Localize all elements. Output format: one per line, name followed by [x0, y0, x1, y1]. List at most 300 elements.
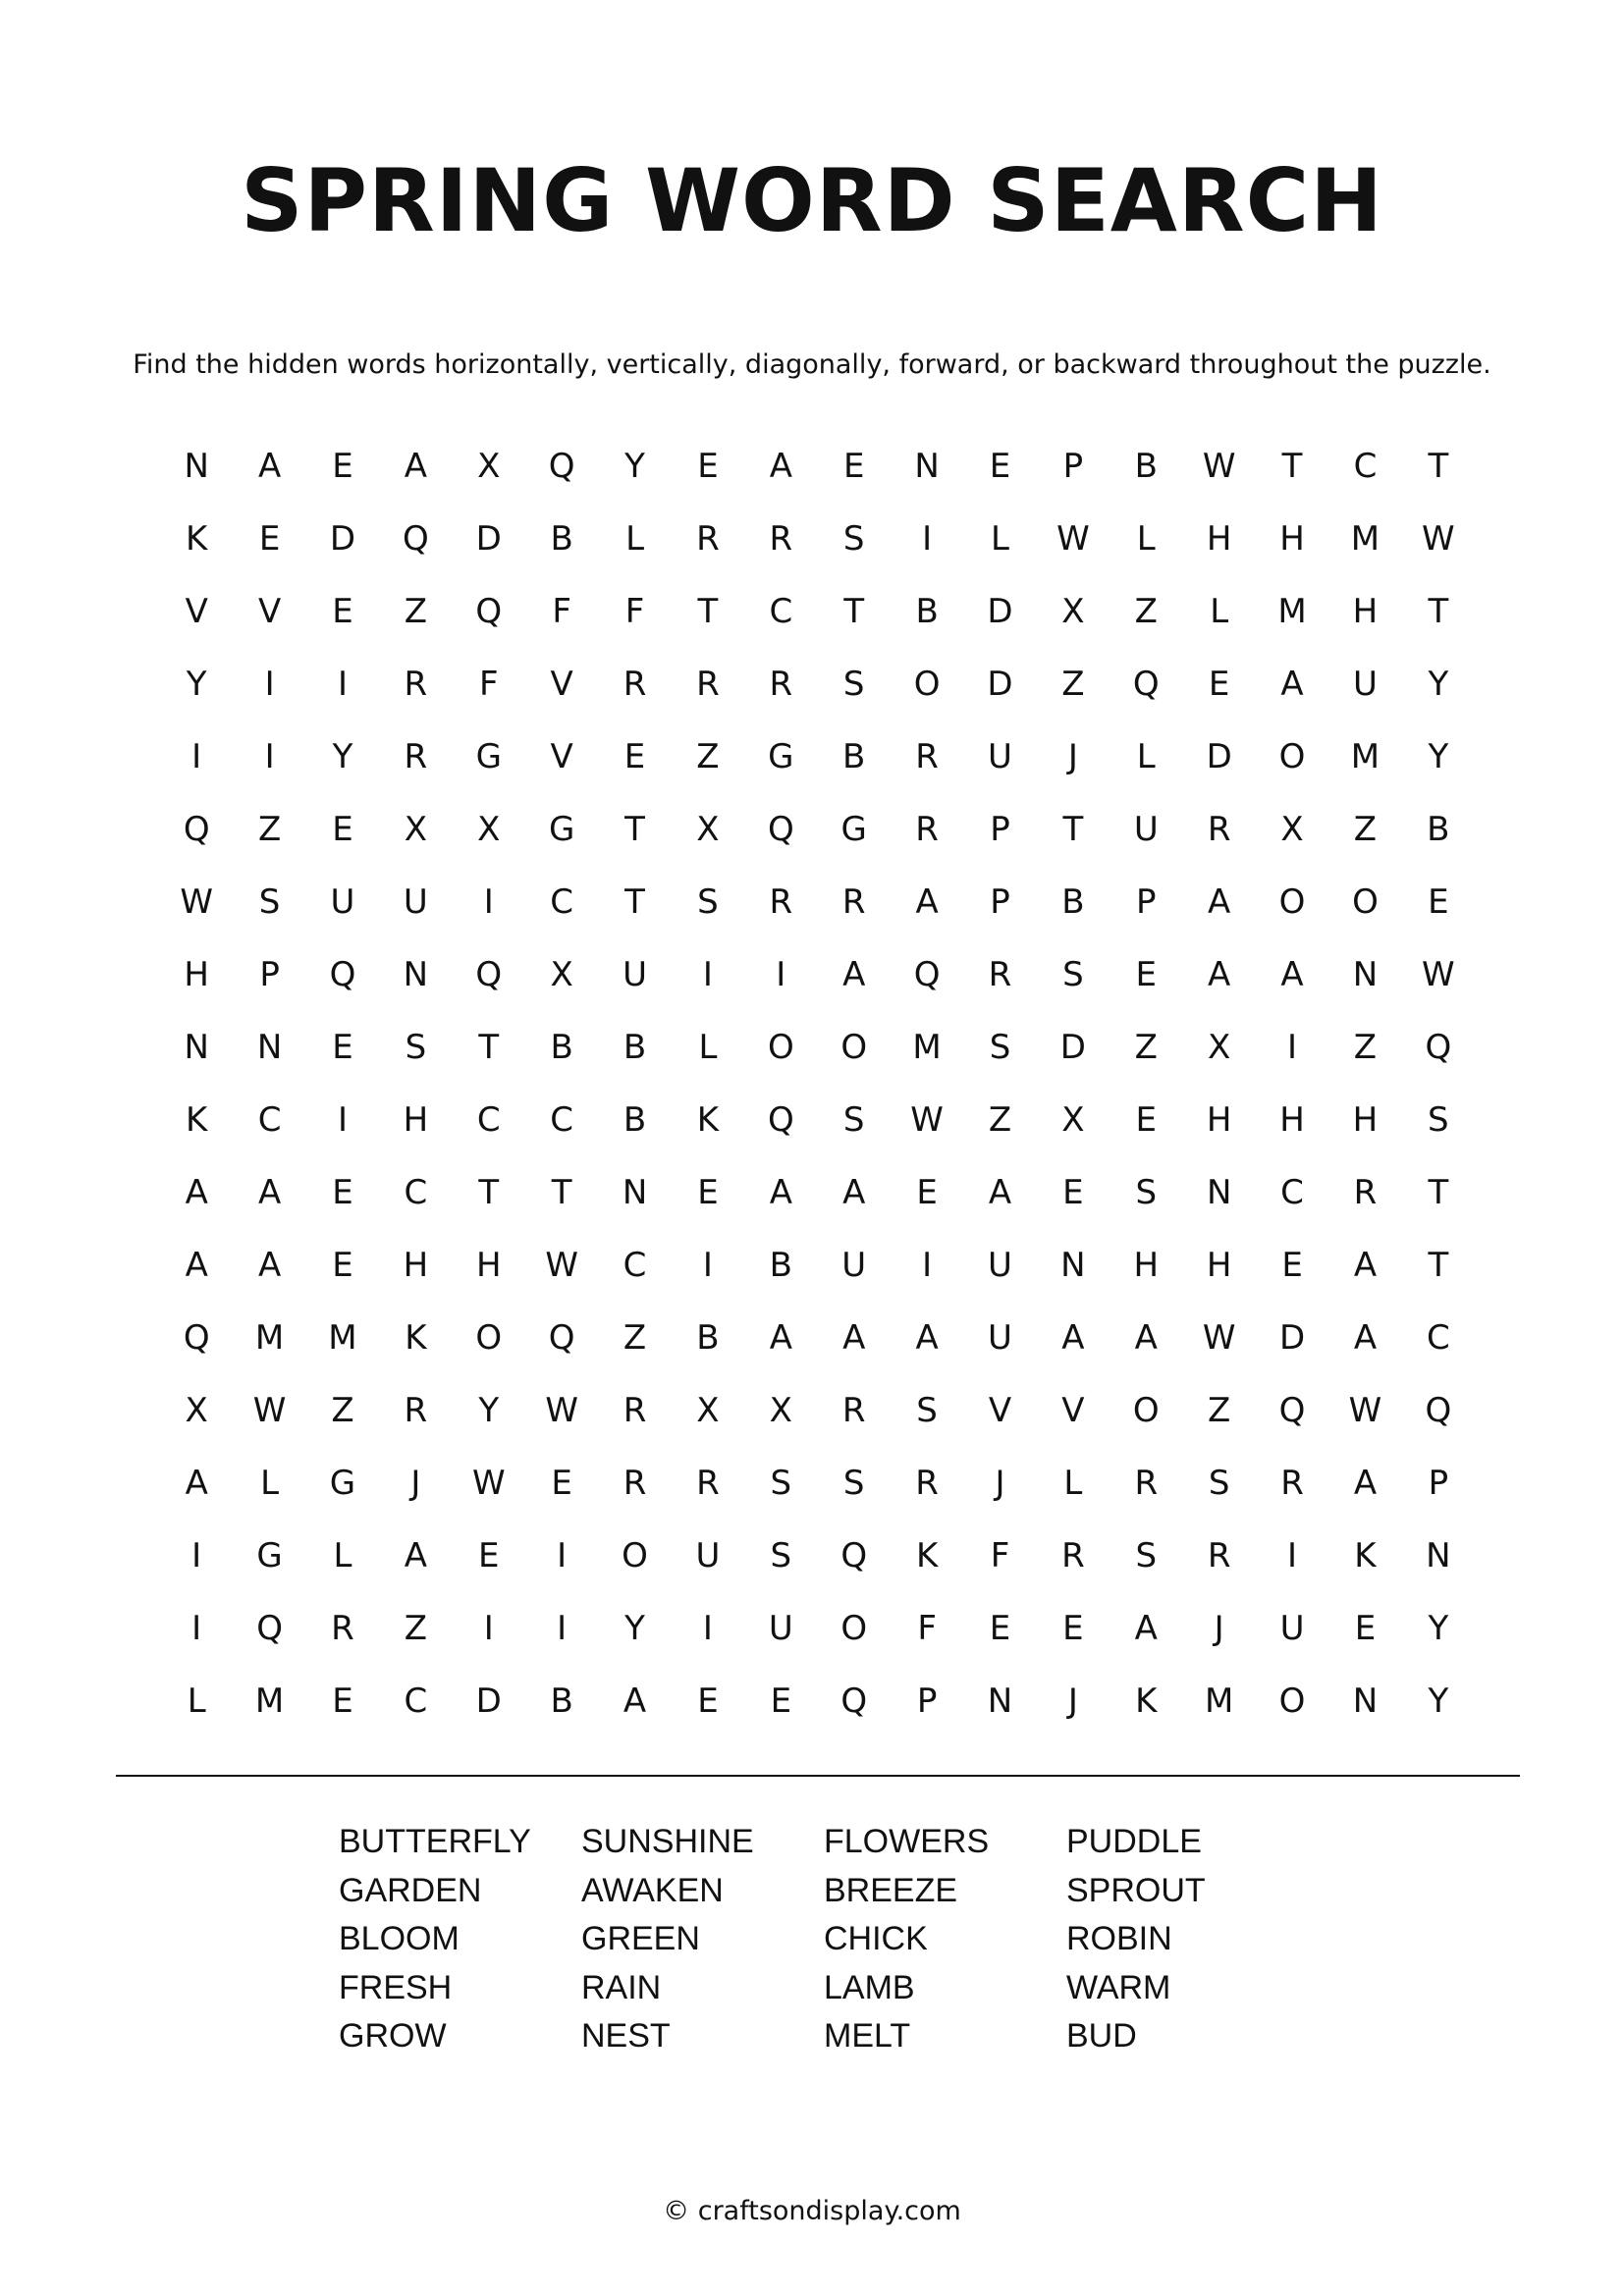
grid-cell: E [1135, 1100, 1158, 1140]
grid-cell: I [191, 737, 202, 776]
grid-cell: E [551, 1464, 572, 1503]
grid-cell: H [184, 955, 209, 994]
grid-row [160, 430, 1476, 503]
grid-cell: Q [329, 955, 356, 994]
grid-cell: J [1067, 737, 1078, 776]
grid-cell: L [991, 519, 1009, 559]
grid-cell: R [915, 810, 939, 849]
grid-cell: Y [624, 1609, 645, 1648]
grid-cell: M [1204, 1682, 1234, 1721]
grid-cell: X [185, 1391, 208, 1430]
grid-cell: C [404, 1173, 428, 1212]
grid-cell: A [185, 1464, 208, 1503]
grid-cell: X [404, 810, 428, 849]
grid-cell: O [1352, 882, 1379, 922]
grid-row [160, 1520, 1476, 1592]
word-item: FRESH [339, 1968, 453, 2006]
grid-cell: R [1134, 1464, 1159, 1503]
grid-cell: Z [1061, 665, 1085, 704]
grid-cell: M [254, 1318, 285, 1358]
grid-cell: C [257, 1100, 282, 1140]
grid-row [160, 1447, 1476, 1520]
grid-cell: I [191, 1609, 202, 1648]
grid-cell: R [915, 1464, 939, 1503]
grid-cell: A [1061, 1318, 1085, 1358]
grid-row [160, 575, 1476, 648]
grid-cell: D [329, 519, 356, 559]
grid-cell: X [769, 1391, 792, 1430]
grid-cell: Z [1134, 1028, 1158, 1067]
grid-cell: R [769, 665, 793, 704]
grid-cell: Z [696, 737, 720, 776]
grid-cell: C [623, 1246, 647, 1285]
grid-cell: C [476, 1100, 501, 1140]
grid-cell: I [483, 882, 494, 922]
grid-cell: O [840, 1028, 868, 1067]
grid-row [160, 1665, 1476, 1737]
grid-cell: W [545, 1246, 578, 1285]
grid-cell: A [915, 882, 939, 922]
grid-cell: E [258, 519, 281, 559]
grid-cell: E [1208, 665, 1230, 704]
grid-cell: E [1062, 1173, 1084, 1212]
grid-cell: S [770, 1464, 792, 1503]
grid-row [160, 793, 1476, 866]
grid-cell: C [1353, 447, 1378, 486]
grid-cell: J [1067, 1682, 1078, 1721]
grid-cell: X [477, 810, 501, 849]
grid-cell: E [332, 1246, 353, 1285]
grid-cell: S [1428, 1100, 1449, 1140]
grid-cell: L [625, 519, 645, 559]
grid-row [160, 1156, 1476, 1229]
grid-cell: K [915, 1536, 939, 1575]
grid-cell: G [329, 1464, 356, 1503]
grid-cell: R [988, 955, 1012, 994]
grid-cell: V [550, 737, 573, 776]
grid-cell: N [622, 1173, 648, 1212]
grid-cell: V [550, 665, 573, 704]
grid-cell: S [842, 1464, 865, 1503]
grid-cell: I [1287, 1028, 1298, 1067]
grid-cell: K [405, 1318, 427, 1358]
grid-cell: P [1136, 882, 1157, 922]
grid-cell: A [842, 1173, 866, 1212]
grid-cell: E [332, 447, 353, 486]
grid-cell: M [1350, 737, 1380, 776]
grid-cell: K [186, 519, 208, 559]
grid-cell: H [1206, 1100, 1232, 1140]
grid-cell: P [1428, 1464, 1449, 1503]
grid-cell: I [557, 1609, 568, 1648]
grid-cell: Y [478, 1391, 500, 1430]
grid-row [160, 648, 1476, 721]
grid-cell: R [404, 665, 428, 704]
grid-cell: P [990, 882, 1010, 922]
grid-cell: R [404, 1391, 428, 1430]
grid-row [160, 1229, 1476, 1302]
grid-cell: U [988, 737, 1012, 776]
grid-cell: N [1352, 1682, 1379, 1721]
grid-cell: Q [767, 810, 794, 849]
grid-row [160, 1302, 1476, 1374]
grid-cell: I [1287, 1536, 1298, 1575]
grid-cell: E [332, 1028, 353, 1067]
word-item: BUD [1066, 2017, 1137, 2055]
grid-cell: W [180, 882, 213, 922]
grid-cell: L [1063, 1464, 1083, 1503]
grid-cell: F [478, 665, 499, 704]
grid-cell: V [988, 1391, 1012, 1430]
grid-cell: U [1353, 665, 1378, 704]
grid-row [160, 721, 1476, 793]
grid-cell: B [1427, 810, 1450, 849]
grid-cell: T [843, 592, 865, 631]
grid-cell: E [697, 1682, 719, 1721]
grid-cell: Y [624, 447, 645, 486]
grid-cell: Q [840, 1536, 868, 1575]
grid-cell: T [1428, 447, 1449, 486]
grid-cell: E [989, 447, 1011, 486]
word-item: FLOWERS [824, 1823, 990, 1860]
grid-cell: E [1428, 882, 1449, 922]
grid-cell: A [769, 447, 792, 486]
grid-cell: I [264, 737, 275, 776]
grid-cell: Z [257, 810, 282, 849]
grid-cell: K [1354, 1536, 1377, 1575]
grid-cell: A [915, 1318, 939, 1358]
grid-cell: E [332, 592, 353, 631]
grid-cell: D [1059, 1028, 1086, 1067]
word-item: BUTTERFLY [339, 1823, 531, 1860]
grid-cell: Q [913, 955, 941, 994]
grid-cell: V [257, 592, 282, 631]
grid-cell: W [545, 1391, 578, 1430]
grid-cell: T [1428, 1246, 1449, 1285]
grid-row [160, 503, 1476, 575]
grid-cell: R [841, 1391, 866, 1430]
grid-cell: R [1207, 1536, 1231, 1575]
grid-cell: U [695, 1536, 721, 1575]
grid-cell: X [696, 810, 720, 849]
grid-cell: A [185, 1246, 208, 1285]
grid-cell: E [478, 1536, 500, 1575]
grid-cell: S [842, 1100, 865, 1140]
word-item: SPROUT [1066, 1871, 1206, 1909]
grid-cell: A [185, 1173, 208, 1212]
grid-cell: N [256, 1028, 283, 1067]
grid-cell: Z [1208, 1391, 1231, 1430]
grid-cell: Z [1353, 1028, 1378, 1067]
grid-cell: Y [1428, 1609, 1449, 1648]
grid-cell: L [1210, 592, 1229, 631]
grid-cell: A [1208, 955, 1231, 994]
grid-cell: Q [402, 519, 429, 559]
grid-cell: H [1279, 1100, 1305, 1140]
grid-cell: O [913, 665, 941, 704]
grid-cell: A [257, 447, 282, 486]
grid-cell: A [1134, 1609, 1158, 1648]
grid-cell: R [1280, 1464, 1304, 1503]
grid-cell: N [184, 447, 209, 486]
grid-row [160, 1592, 1476, 1665]
grid-cell: Q [256, 1609, 283, 1648]
grid-cell: T [478, 1173, 500, 1212]
grid-cell: A [1353, 1318, 1378, 1358]
grid-cell: B [915, 592, 939, 631]
grid-cell: B [550, 519, 573, 559]
grid-cell: K [1135, 1682, 1158, 1721]
grid-cell: B [842, 737, 866, 776]
grid-cell: H [403, 1246, 429, 1285]
grid-cell: J [1214, 1609, 1224, 1648]
grid-cell: R [769, 519, 793, 559]
divider [116, 1775, 1520, 1777]
grid-cell: R [696, 665, 720, 704]
grid-cell: R [623, 665, 647, 704]
footer-credit: © craftsondisplay.com [663, 2196, 961, 2226]
grid-cell: N [403, 955, 429, 994]
word-item: NEST [581, 2017, 671, 2055]
grid-cell: O [622, 1536, 648, 1575]
grid-cell: O [475, 1318, 503, 1358]
grid-cell: H [1352, 1100, 1379, 1140]
grid-cell: F [552, 592, 571, 631]
grid-cell: A [1280, 665, 1304, 704]
grid-cell: R [841, 882, 866, 922]
grid-cell: W [471, 1464, 506, 1503]
grid-cell: X [477, 447, 501, 486]
grid-cell: U [988, 1318, 1012, 1358]
grid-cell: E [770, 1682, 792, 1721]
word-column [339, 1818, 581, 2061]
grid-cell: D [1206, 737, 1232, 776]
grid-cell: H [1206, 519, 1232, 559]
word-item: GROW [339, 2017, 447, 2055]
grid-cell: W [910, 1100, 944, 1140]
grid-row [160, 1084, 1476, 1156]
grid-cell: L [260, 1464, 280, 1503]
grid-cell: N [1060, 1246, 1086, 1285]
grid-cell: C [1280, 1173, 1304, 1212]
grid-cell: E [697, 447, 719, 486]
grid-cell: A [257, 1173, 282, 1212]
word-item: SUNSHINE [581, 1823, 754, 1860]
grid-cell: O [1278, 737, 1306, 776]
grid-cell: E [1354, 1609, 1377, 1648]
grid-cell: N [1206, 1173, 1232, 1212]
grid-cell: O [1278, 882, 1306, 922]
grid-cell: L [187, 1682, 206, 1721]
grid-cell: K [186, 1100, 208, 1140]
grid-cell: E [1062, 1609, 1084, 1648]
grid-cell: D [475, 1682, 502, 1721]
grid-cell: R [331, 1609, 354, 1648]
grid-cell: X [1208, 1028, 1231, 1067]
grid-cell: I [922, 1246, 933, 1285]
grid-cell: R [696, 519, 720, 559]
grid-cell: H [475, 1246, 502, 1285]
grid-cell: L [698, 1028, 718, 1067]
grid-cell: T [1281, 447, 1303, 486]
grid-cell: R [623, 1464, 647, 1503]
grid-cell: I [191, 1536, 202, 1575]
grid-cell: H [1279, 519, 1305, 559]
grid-cell: A [1280, 955, 1304, 994]
grid-cell: G [840, 810, 867, 849]
word-item: CHICK [824, 1920, 928, 1957]
grid-cell: S [1208, 1464, 1230, 1503]
grid-cell: J [410, 1464, 421, 1503]
grid-cell: E [842, 447, 865, 486]
grid-cell: B [623, 1028, 647, 1067]
grid-cell: D [987, 665, 1013, 704]
grid-cell: T [624, 882, 645, 922]
grid-cell: N [914, 447, 940, 486]
grid-cell: C [1426, 1318, 1450, 1358]
grid-row [160, 938, 1476, 1011]
grid-cell: W [1202, 1318, 1236, 1358]
grid-cell: E [332, 1682, 353, 1721]
grid-cell: G [475, 737, 502, 776]
grid-cell: R [1207, 810, 1231, 849]
grid-cell: B [550, 1028, 573, 1067]
grid-cell: R [404, 737, 428, 776]
grid-cell: S [405, 1028, 427, 1067]
grid-cell: G [548, 810, 575, 849]
grid-cell: F [990, 1536, 1010, 1575]
grid-cell: P [259, 955, 280, 994]
grid-cell: I [557, 1536, 568, 1575]
grid-cell: A [842, 955, 866, 994]
grid-cell: A [1134, 1318, 1158, 1358]
grid-cell: M [1277, 592, 1307, 631]
grid-cell: I [337, 1100, 348, 1140]
grid-cell: Q [767, 1100, 794, 1140]
grid-cell: Z [1353, 810, 1378, 849]
grid-cell: A [257, 1246, 282, 1285]
grid-cell: N [184, 1028, 209, 1067]
grid-cell: S [989, 1028, 1011, 1067]
word-item: WARM [1066, 1968, 1171, 2006]
grid-cell: I [776, 955, 786, 994]
grid-cell: L [1136, 737, 1156, 776]
grid-cell: P [1062, 447, 1084, 486]
grid-row [160, 1011, 1476, 1084]
grid-cell: A [1353, 1246, 1378, 1285]
grid-cell: Q [548, 1318, 575, 1358]
grid-cell: H [1133, 1246, 1160, 1285]
grid-cell: B [550, 1682, 573, 1721]
grid-cell: Q [183, 810, 210, 849]
word-bank [339, 1818, 1321, 2061]
word-item: ROBIN [1066, 1920, 1172, 1957]
grid-cell: G [768, 737, 794, 776]
grid-cell: Q [1425, 1028, 1452, 1067]
grid-cell: S [1135, 1173, 1158, 1212]
word-column [581, 1818, 824, 2061]
grid-cell: Z [404, 1609, 428, 1648]
grid-cell: N [1426, 1536, 1451, 1575]
grid-cell: Z [988, 1100, 1012, 1140]
word-item: LAMB [824, 1968, 915, 2006]
grid-cell: A [769, 1318, 792, 1358]
grid-cell: D [987, 592, 1013, 631]
grid-cell: Y [1428, 737, 1449, 776]
grid-cell: Q [1132, 665, 1160, 704]
grid-cell: J [995, 1464, 1005, 1503]
grid-cell: R [1061, 1536, 1085, 1575]
grid-cell: Y [186, 665, 207, 704]
grid-cell: Z [404, 592, 428, 631]
word-item: BREEZE [824, 1871, 958, 1909]
grid-cell: H [1206, 1246, 1232, 1285]
grid-cell: M [328, 1318, 357, 1358]
grid-cell: E [623, 737, 646, 776]
grid-cell: Q [840, 1682, 868, 1721]
instructions: Find the hidden words horizontally, vertically, diagonally, forward, or backward throughout the puzzle. [133, 349, 1491, 380]
word-item: BLOOM [339, 1920, 460, 1957]
grid-cell: U [330, 882, 355, 922]
grid-cell: R [1353, 1173, 1378, 1212]
word-item: GREEN [581, 1920, 700, 1957]
grid-row [160, 866, 1476, 938]
grid-cell: A [404, 1536, 427, 1575]
grid-cell: X [1061, 592, 1085, 631]
grid-cell: O [1132, 1391, 1160, 1430]
grid-cell: D [475, 519, 502, 559]
grid-cell: F [917, 1609, 937, 1648]
grid-cell: A [988, 1173, 1012, 1212]
grid-cell: I [483, 1609, 494, 1648]
grid-cell: Q [548, 447, 575, 486]
grid-cell: Y [332, 737, 353, 776]
grid-cell: T [551, 1173, 572, 1212]
grid-cell: S [770, 1536, 792, 1575]
grid-cell: U [403, 882, 428, 922]
grid-cell: M [254, 1682, 285, 1721]
grid-cell: B [1061, 882, 1085, 922]
grid-cell: S [916, 1391, 938, 1430]
grid-row [160, 1374, 1476, 1447]
word-column [1066, 1818, 1309, 2061]
grid-cell: S [258, 882, 281, 922]
grid-cell: R [915, 737, 939, 776]
grid-cell: U [1133, 810, 1159, 849]
grid-cell: A [842, 1318, 866, 1358]
grid-cell: U [841, 1246, 867, 1285]
grid-cell: H [403, 1100, 429, 1140]
grid-cell: E [1135, 955, 1158, 994]
grid-cell: T [1428, 1173, 1449, 1212]
grid-cell: K [696, 1100, 720, 1140]
grid-cell: Q [475, 592, 503, 631]
grid-cell: T [1428, 592, 1449, 631]
grid-cell: X [1061, 1100, 1085, 1140]
grid-cell: C [550, 882, 574, 922]
grid-cell: R [769, 882, 793, 922]
grid-cell: T [478, 1028, 500, 1067]
word-item: AWAKEN [581, 1871, 724, 1909]
grid-cell: A [1208, 882, 1231, 922]
grid-cell: M [1350, 519, 1380, 559]
grid-cell: B [696, 1318, 720, 1358]
grid-cell: P [990, 810, 1010, 849]
grid-cell: N [987, 1682, 1013, 1721]
grid-cell: V [1061, 1391, 1085, 1430]
grid-cell: A [769, 1173, 792, 1212]
grid-cell: W [1422, 519, 1455, 559]
